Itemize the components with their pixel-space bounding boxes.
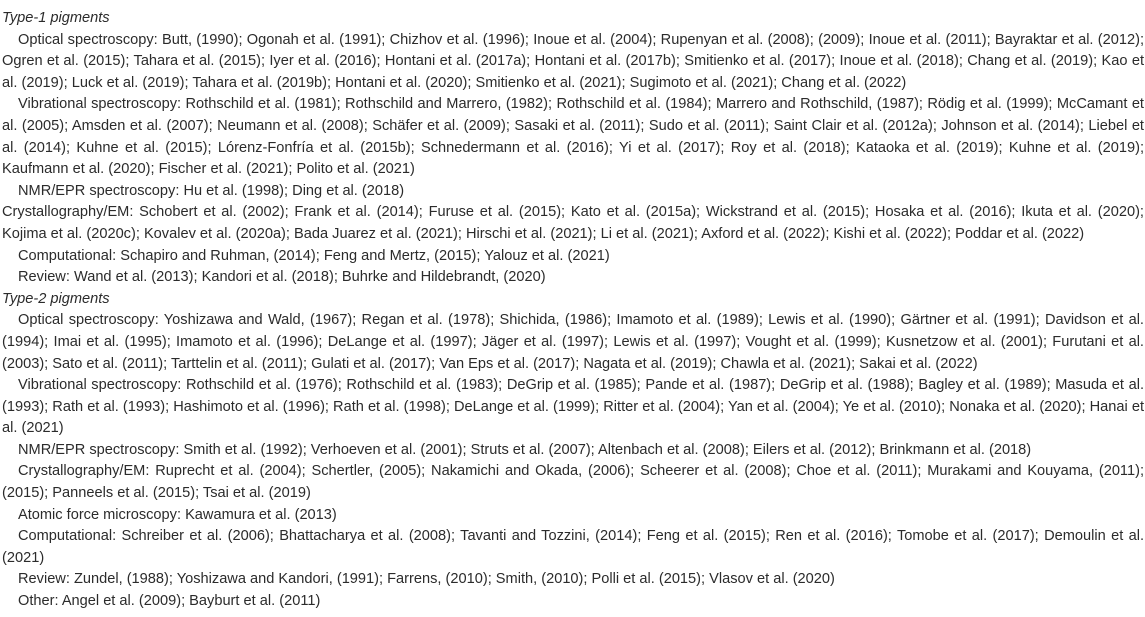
citation-list: Yoshizawa and Wald, (1967); Regan et al. (1978); Shichida, (1986); Imamoto et al. (1989); Lewis et al. (1990); Gärtner et al. (1991); Davidson et al. (1994); Imai et al. (1995); Imamoto et al. (1996); DeLange et al. (1997); Jäger et al. (1997); Lewis et al. (1997); Vought et al. (1999); Kusnetzow et al. (2001); Furutani et al. (2003); Sato et al. (2011); Tarttelin et al. (2011); Gulati et al. (2017); Van Eps et al. (2017); Nagata et al. (2019); Chawla et al. (2021); Sakai et al. (2022) [2,312,1144,372]
method-label: Other: [18,593,59,610]
method-label: NMR/EPR spectroscopy: [18,182,180,199]
method-label: Review: [18,269,70,286]
method-label: Review: [18,571,70,588]
method-label: NMR/EPR spectroscopy: [18,441,180,458]
citation-list: Angel et al. (2009); Bayburt et al. (2011) [61,593,321,610]
method-label: Crystallography/EM: [18,463,150,480]
citation-list: Kawamura et al. (2013) [185,506,337,523]
reference-entry [2,310,1144,375]
method-label: Optical spectroscopy: [18,312,159,329]
reference-entry [2,461,1144,504]
citation-list: Schapiro and Ruhman, (2014); Feng and Mertz, (2015); Yalouz et al. (2021) [120,247,610,264]
citation-list: Butt, (1990); Ogonah et al. (1991); Chizhov et al. (1996); Inoue et al. (2004); Rupenyan et al. (2008); (2009); Inoue et al. (2011); Bayraktar et al. (2012); Ogren et al. (2015); Tahara et al. (2015); Iyer et al. (2016); Hontani et al. (2017a); Hontani et al. (2017b); Smitienko et al. (2017); Inoue et al. (2018); Chang et al. (2019); Kao et al. (2019); Luck et al. (2019); Tahara et al. (2019b); Hontani et al. (2020); Smitienko et al. (2021); Sugimoto et al. (2021); Chang et al. (2022) [2,31,1144,91]
reference-entry [2,505,1144,527]
citation-list: Ruprecht et al. (2004); Schertler, (2005); Nakamichi and Okada, (2006); Scheerer et al. (2008); Choe et al. (2011); Murakami and Kouyama, (2011); (2015); Panneels et al. (2015); Tsai et al. (2019) [2,463,1145,502]
citation-list: Zundel, (1988); Yoshizawa and Kandori, (1991); Farrens, (2010); Smith, (2010); Polli et al. (2015); Vlasov et al. (2020) [73,571,835,588]
method-label: Computational: [18,528,117,545]
method-label: Crystallography/EM: [2,204,134,221]
section-heading: Type-1 pigments [2,10,110,26]
citation-list: Schobert et al. (2002); Frank et al. (2014); Furuse et al. (2015); Kato et al. (2015a); Wickstrand et al. (2015); Hosaka et al. (2016); Ikuta et al. (2020); Kojima et al. (2020c); Kovalev et al. (2020a); Bada Juarez et al. (2021); Hirschi et al. (2021); Li et al. (2021); Axford et al. (2022); Kishi et al. (2022); Poddar et al. (2022) [2,204,1144,242]
citation-list: Wand et al. (2013); Kandori et al. (2018); Buhrke and Hildebrandt, (2020) [73,269,546,286]
method-label: Optical spectroscopy: [18,31,158,48]
reference-entry [2,202,1144,245]
citation-list: Rothschild et al. (1976); Rothschild et al. (1983); DeGrip et al. (1985); Pande et al. (1987); DeGrip et al. (1988); Bagley et al. (1989); Masuda et al. (1993); Rath et al. (1993); Hashimoto et al. (1996); Rath et al. (1998); DeLange et al. (1999); Ritter et al. (2004); Yan et al. (2004); Ye et al. (2010); Nonaka et al. (2020); Hanai et al. (2021) [2,377,1144,437]
reference-entry [2,246,1144,268]
citation-list: Hu et al. (1998); Ding et al. (2018) [183,182,405,199]
section-heading: Type-2 pigments [2,290,110,307]
reference-entry [2,30,1144,95]
reference-entry [2,526,1144,569]
reference-entry [2,267,1144,289]
citation-list: Smith et al. (1992); Verhoeven et al. (2001); Struts et al. (2007); Altenbach et al. (2008); Eilers et al. (2012); Brinkmann et al. (2018) [183,441,1032,458]
reference-entry [2,181,1144,203]
method-label: Vibrational spectroscopy: [18,377,182,394]
reference-entry [2,440,1144,462]
method-label: Atomic force microscopy: [18,506,182,523]
citation-list: Rothschild et al. (1981); Rothschild and Marrero, (1982); Rothschild et al. (1984); Marrero and Rothschild, (1987); Rödig et al. (1999); McCamant et al. (2005); Amsden et al. (2007); Neumann et al. (2008); Schäfer et al. (2009); Sasaki et al. (2011); Sudo et al. (2011); Saint Clair et al. (2012a); Johnson et al. (2014); Liebel et al. (2014); Kuhne et al. (2015); Lórenz-Fonfría et al. (2015b); Schnedermann et al. (2016); Yi et al. (2017); Roy et al. (2018); Kataoka et al. (2019); Kuhne et al. (2019); Kaufmann et al. (2020); Fischer et al. (2021); Polito et al. (2021) [2,96,1144,178]
method-label: Computational: [18,247,117,264]
method-label: Vibrational spectroscopy: [18,96,182,113]
reference-entry [2,375,1144,440]
reference-entry [2,569,1144,591]
reference-entry [2,591,1144,613]
reference-entry [2,94,1144,180]
citation-list: Schreiber et al. (2006); Bhattacharya et al. (2008); Tavanti and Tozzini, (2014); Feng et al. (2015); Ren et al. (2016); Tomobe et al. (2017); Demoulin et al. (2021) [2,528,1145,566]
